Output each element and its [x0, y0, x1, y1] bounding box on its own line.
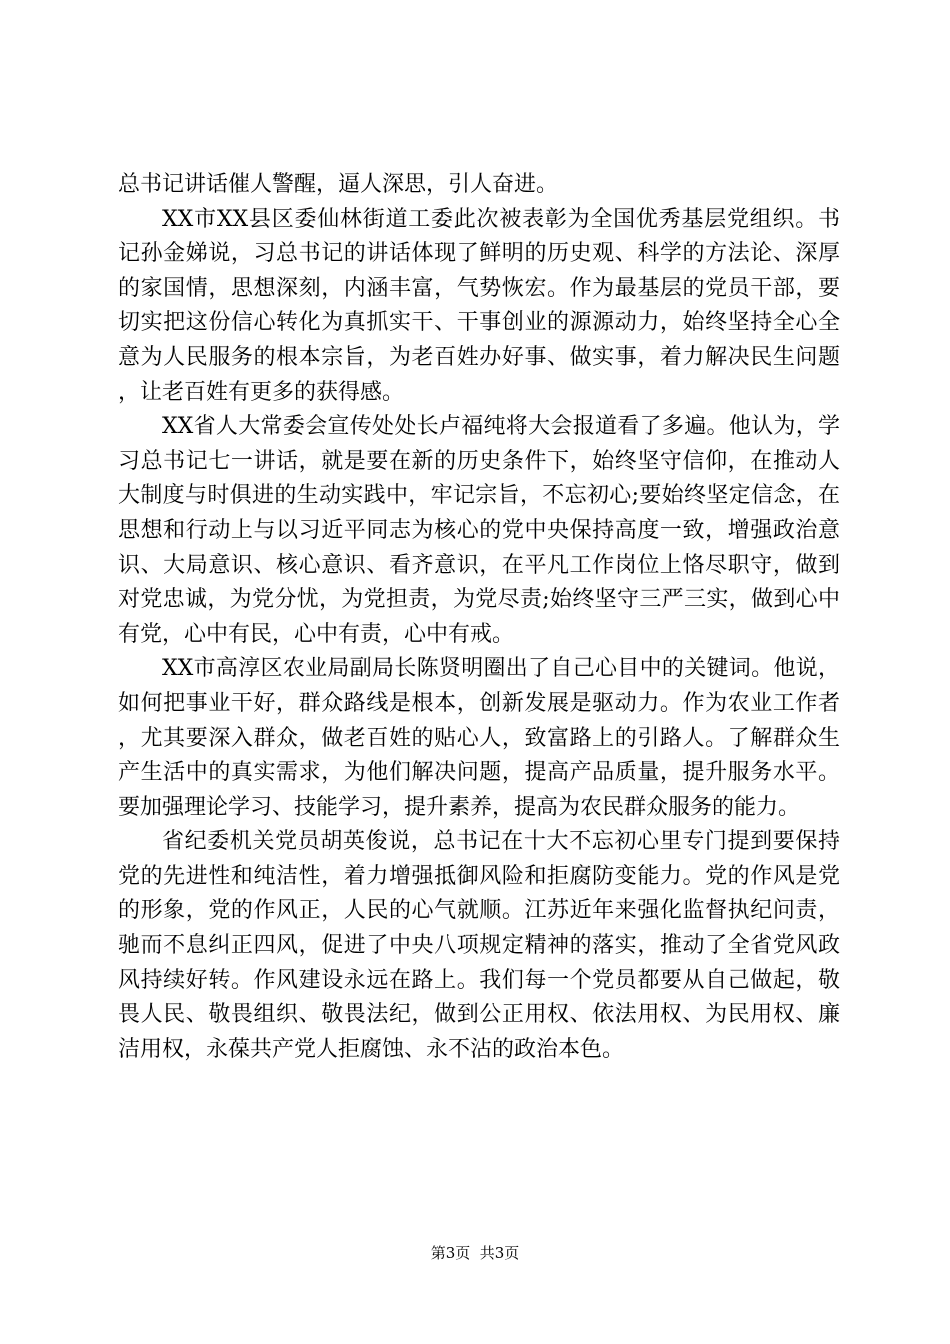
paragraph-discipline-commission: 省纪委机关党员胡英俊说，总书记在十大不忘初心里专门提到要保持党的先进性和纯洁性，着力增强抵御风险和拒腐防变能力。党的作风是党的形象，党的作风正，人民的心气就顺。江苏近年来强化监督执纪问责，驰而不息纠正四风，促进了中央八项规定精神的落实，推动了全省党风政风持续好转。作风建设永远在路上。我们每一个党员都要从自己做起，敬畏人民、敬畏组织、敬畏法纪，做到公正用权、依法用权、为民用权、廉洁用权，永葆共产党人拒腐蚀、永不沾的政治本色。 — [118, 829, 840, 1062]
paragraph-xianlin-street: XX市XX县区委仙林街道工委此次被表彰为全国优秀基层党组织。书记孙金娣说，习总书记的讲话体现了鲜明的历史观、科学的方法论、深厚的家国情，思想深刻，内涵丰富，气势恢宏。作为最基层的党员干部，要切实把这份信心转化为真抓实干、干事创业的源源动力，始终坚持全心全意为人民服务的根本宗旨，为老百姓办好事、做实事，着力解决民生问题，让老百姓有更多的获得感。 — [118, 206, 840, 405]
paragraph-continuation: 总书记讲话催人警醒，逼人深思，引人奋进。 — [118, 172, 559, 197]
page-footer: 第3页 共3页 — [430, 1244, 520, 1262]
paragraph-provincial-congress: XX省人大常委会宣传处处长卢福纯将大会报道看了多遍。他认为，学习总书记七一讲话，就是要在新的历史条件下，始终坚守信仰，在推动人大制度与时俱进的生动实践中，牢记宗旨，不忘初心;要始终坚定信念，在思想和行动上与以习近平同志为核心的党中央保持高度一致，增强政治意识、大局意识、核心意识、看齐意识，在平凡工作岗位上恪尽职守，做到对党忠诚，为党分忧，为党担责，为党尽责;始终坚守三严三实，做到心中有党，心中有民，心中有责，心中有戒。 — [118, 414, 840, 647]
document-body — [118, 168, 840, 1067]
paragraph-agriculture-bureau: XX市高淳区农业局副局长陈贤明圈出了自己心目中的关键词。他说，如何把事业干好，群众路线是根本，创新发展是驱动力。作为农业工作者，尤其要深入群众，做老百姓的贴心人，致富路上的引路人。了解群众生产生活中的真实需求，为他们解决问题，提高产品质量，提升服务水平。要加强理论学习、技能学习，提升素养，提高为农民群众服务的能力。 — [118, 656, 840, 820]
